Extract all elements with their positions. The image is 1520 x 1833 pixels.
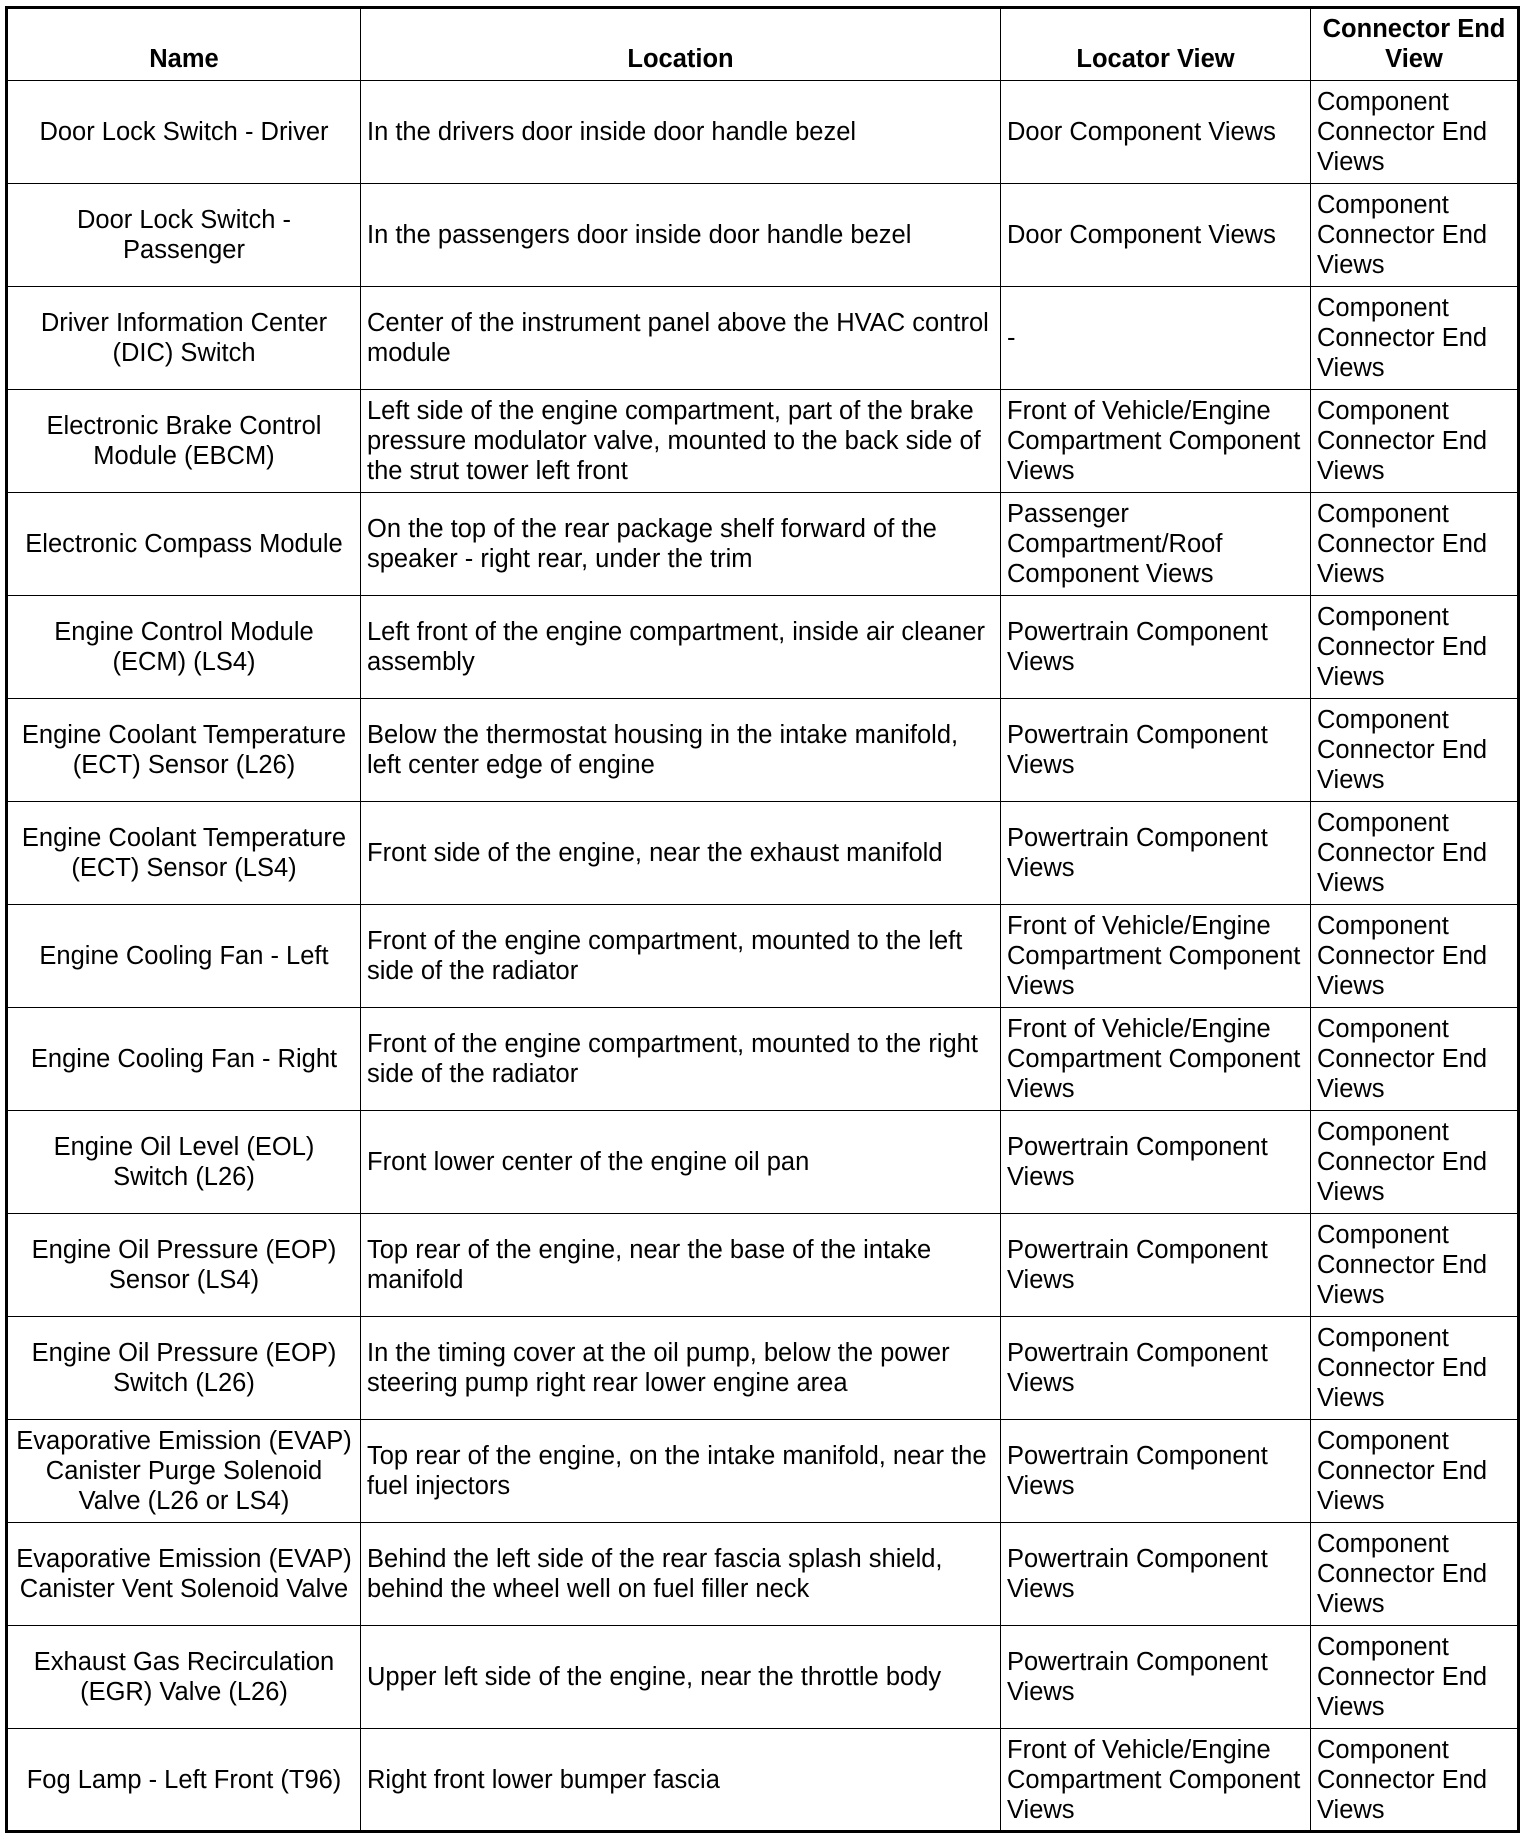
cell-connector-end-view: Component Connector End Views bbox=[1311, 1111, 1519, 1214]
cell-locator-view: Powertrain Component Views bbox=[1001, 1420, 1311, 1523]
cell-location: Front lower center of the engine oil pan bbox=[361, 1111, 1001, 1214]
cell-name: Engine Coolant Temperature (ECT) Sensor (L26) bbox=[7, 699, 361, 802]
cell-locator-view: Powertrain Component Views bbox=[1001, 1523, 1311, 1626]
cell-connector-end-view: Component Connector End Views bbox=[1311, 81, 1519, 184]
cell-name: Electronic Compass Module bbox=[7, 493, 361, 596]
component-locator-table bbox=[5, 6, 1520, 1833]
table-row bbox=[7, 1008, 1519, 1111]
cell-locator-view: Powertrain Component Views bbox=[1001, 1317, 1311, 1420]
cell-locator-view: Front of Vehicle/Engine Compartment Component Views bbox=[1001, 1729, 1311, 1832]
cell-location: Behind the left side of the rear fascia splash shield, behind the wheel well on fuel filler neck bbox=[361, 1523, 1001, 1626]
cell-connector-end-view: Component Connector End Views bbox=[1311, 1626, 1519, 1729]
cell-connector-end-view: Component Connector End Views bbox=[1311, 184, 1519, 287]
cell-location: Right front lower bumper fascia bbox=[361, 1729, 1001, 1832]
table-row bbox=[7, 1111, 1519, 1214]
cell-location: Front side of the engine, near the exhaust manifold bbox=[361, 802, 1001, 905]
component-locator-table-container bbox=[5, 6, 1517, 1833]
table-row bbox=[7, 390, 1519, 493]
cell-locator-view: Powertrain Component Views bbox=[1001, 1626, 1311, 1729]
cell-location: In the timing cover at the oil pump, below the power steering pump right rear lower engine area bbox=[361, 1317, 1001, 1420]
cell-locator-view: - bbox=[1001, 287, 1311, 390]
cell-locator-view: Powertrain Component Views bbox=[1001, 1111, 1311, 1214]
table-row bbox=[7, 1317, 1519, 1420]
header-name: Name bbox=[7, 8, 361, 81]
cell-location: Front of the engine compartment, mounted to the right side of the radiator bbox=[361, 1008, 1001, 1111]
table-row bbox=[7, 596, 1519, 699]
cell-location: Left side of the engine compartment, part of the brake pressure modulator valve, mounted to the back side of the strut tower left front bbox=[361, 390, 1001, 493]
table-row bbox=[7, 1523, 1519, 1626]
cell-locator-view: Powertrain Component Views bbox=[1001, 699, 1311, 802]
cell-name: Evaporative Emission (EVAP) Canister Vent Solenoid Valve bbox=[7, 1523, 361, 1626]
cell-name: Evaporative Emission (EVAP) Canister Purge Solenoid Valve (L26 or LS4) bbox=[7, 1420, 361, 1523]
cell-location: In the drivers door inside door handle bezel bbox=[361, 81, 1001, 184]
table-row bbox=[7, 81, 1519, 184]
table-row bbox=[7, 493, 1519, 596]
cell-locator-view: Front of Vehicle/Engine Compartment Component Views bbox=[1001, 390, 1311, 493]
cell-location: Upper left side of the engine, near the throttle body bbox=[361, 1626, 1001, 1729]
cell-name: Exhaust Gas Recirculation (EGR) Valve (L26) bbox=[7, 1626, 361, 1729]
cell-connector-end-view: Component Connector End Views bbox=[1311, 802, 1519, 905]
cell-location: Left front of the engine compartment, inside air cleaner assembly bbox=[361, 596, 1001, 699]
cell-name: Engine Coolant Temperature (ECT) Sensor (LS4) bbox=[7, 802, 361, 905]
cell-locator-view: Passenger Compartment/Roof Component Views bbox=[1001, 493, 1311, 596]
cell-name: Door Lock Switch - Passenger bbox=[7, 184, 361, 287]
cell-name: Engine Oil Pressure (EOP) Sensor (LS4) bbox=[7, 1214, 361, 1317]
header-connector-end-view: Connector End View bbox=[1311, 8, 1519, 81]
table-row bbox=[7, 1729, 1519, 1832]
cell-connector-end-view: Component Connector End Views bbox=[1311, 905, 1519, 1008]
cell-locator-view: Front of Vehicle/Engine Compartment Component Views bbox=[1001, 905, 1311, 1008]
cell-name: Fog Lamp - Left Front (T96) bbox=[7, 1729, 361, 1832]
cell-connector-end-view: Component Connector End Views bbox=[1311, 1214, 1519, 1317]
table-row bbox=[7, 905, 1519, 1008]
table-row bbox=[7, 802, 1519, 905]
cell-connector-end-view: Component Connector End Views bbox=[1311, 287, 1519, 390]
cell-locator-view: Front of Vehicle/Engine Compartment Component Views bbox=[1001, 1008, 1311, 1111]
cell-locator-view: Powertrain Component Views bbox=[1001, 802, 1311, 905]
cell-location: Top rear of the engine, on the intake manifold, near the fuel injectors bbox=[361, 1420, 1001, 1523]
cell-name: Engine Cooling Fan - Right bbox=[7, 1008, 361, 1111]
cell-name: Engine Oil Pressure (EOP) Switch (L26) bbox=[7, 1317, 361, 1420]
cell-name: Electronic Brake Control Module (EBCM) bbox=[7, 390, 361, 493]
cell-connector-end-view: Component Connector End Views bbox=[1311, 1729, 1519, 1832]
table-row bbox=[7, 1626, 1519, 1729]
cell-locator-view: Powertrain Component Views bbox=[1001, 1214, 1311, 1317]
cell-location: Below the thermostat housing in the intake manifold, left center edge of engine bbox=[361, 699, 1001, 802]
cell-connector-end-view: Component Connector End Views bbox=[1311, 1008, 1519, 1111]
header-locator-view: Locator View bbox=[1001, 8, 1311, 81]
cell-name: Door Lock Switch - Driver bbox=[7, 81, 361, 184]
cell-location: Front of the engine compartment, mounted to the left side of the radiator bbox=[361, 905, 1001, 1008]
cell-location: On the top of the rear package shelf forward of the speaker - right rear, under the trim bbox=[361, 493, 1001, 596]
cell-locator-view: Door Component Views bbox=[1001, 184, 1311, 287]
cell-location: Top rear of the engine, near the base of the intake manifold bbox=[361, 1214, 1001, 1317]
cell-connector-end-view: Component Connector End Views bbox=[1311, 1420, 1519, 1523]
cell-connector-end-view: Component Connector End Views bbox=[1311, 1317, 1519, 1420]
table-header-row bbox=[7, 8, 1519, 81]
cell-connector-end-view: Component Connector End Views bbox=[1311, 596, 1519, 699]
cell-location: Center of the instrument panel above the HVAC control module bbox=[361, 287, 1001, 390]
cell-name: Engine Cooling Fan - Left bbox=[7, 905, 361, 1008]
cell-connector-end-view: Component Connector End Views bbox=[1311, 390, 1519, 493]
table-row bbox=[7, 1214, 1519, 1317]
cell-locator-view: Powertrain Component Views bbox=[1001, 596, 1311, 699]
table-row bbox=[7, 287, 1519, 390]
table-row bbox=[7, 184, 1519, 287]
cell-connector-end-view: Component Connector End Views bbox=[1311, 493, 1519, 596]
cell-location: In the passengers door inside door handle bezel bbox=[361, 184, 1001, 287]
table-row bbox=[7, 699, 1519, 802]
cell-connector-end-view: Component Connector End Views bbox=[1311, 699, 1519, 802]
cell-name: Engine Oil Level (EOL) Switch (L26) bbox=[7, 1111, 361, 1214]
cell-locator-view: Door Component Views bbox=[1001, 81, 1311, 184]
cell-name: Driver Information Center (DIC) Switch bbox=[7, 287, 361, 390]
table-row bbox=[7, 1420, 1519, 1523]
cell-name: Engine Control Module (ECM) (LS4) bbox=[7, 596, 361, 699]
cell-connector-end-view: Component Connector End Views bbox=[1311, 1523, 1519, 1626]
header-location: Location bbox=[361, 8, 1001, 81]
